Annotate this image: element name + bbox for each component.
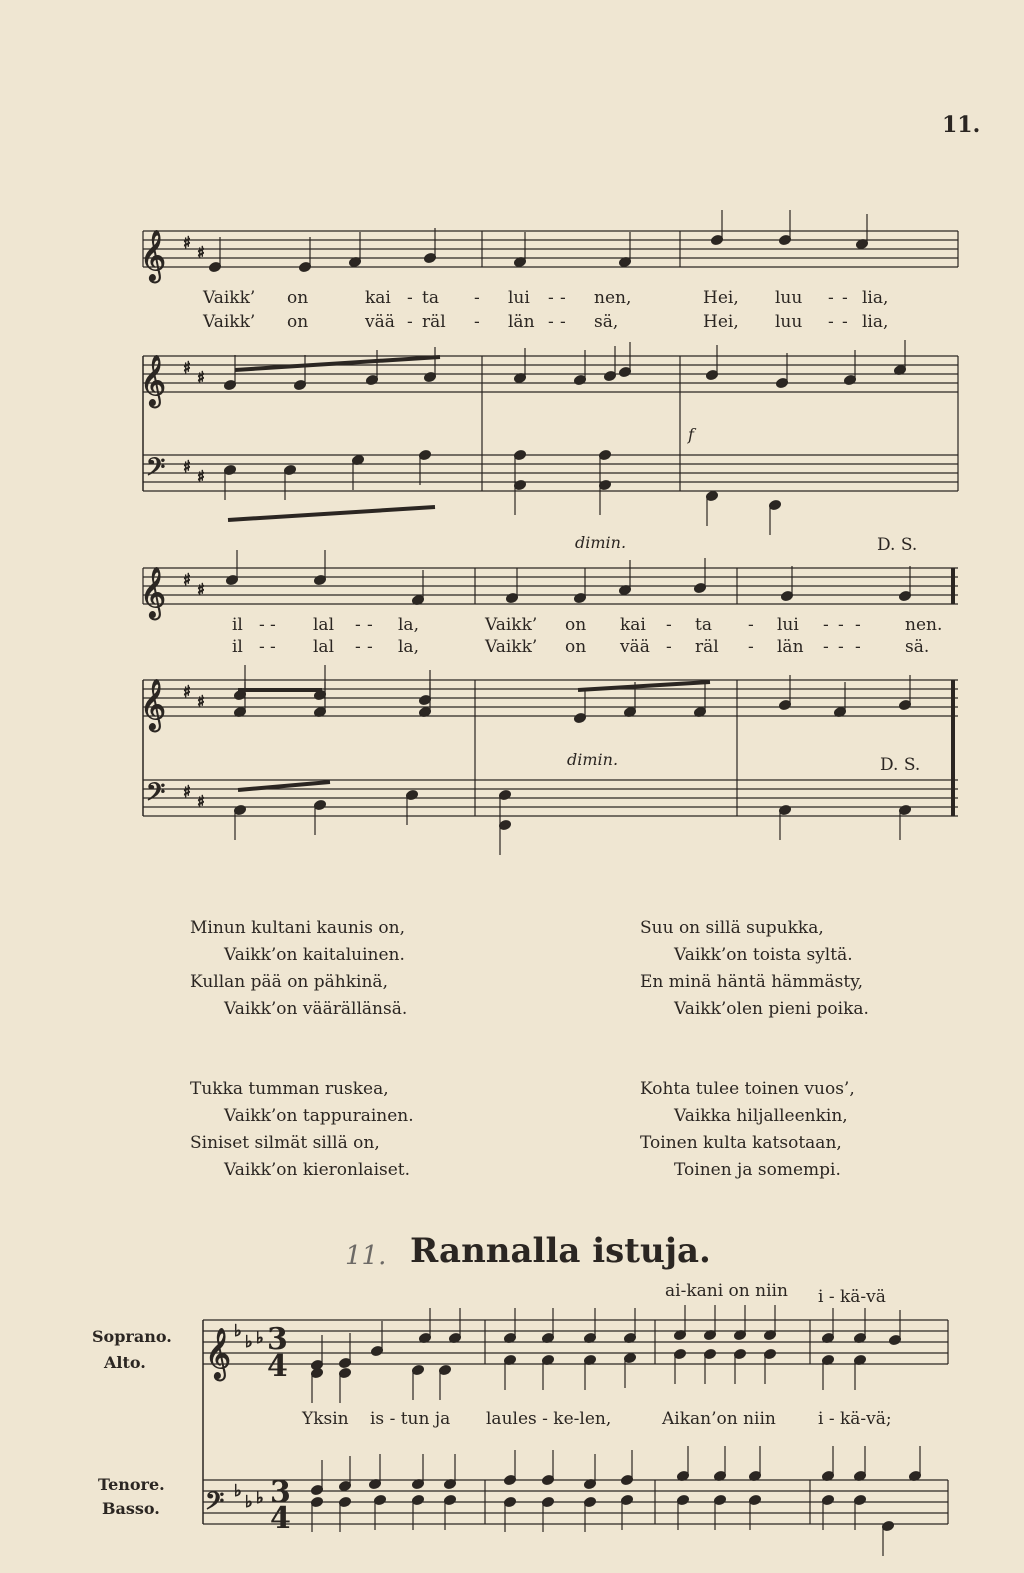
- treble-clef: 𝄞: [140, 230, 167, 281]
- page-number: 11.: [942, 112, 981, 138]
- lyric-syllable: luu: [775, 312, 803, 332]
- lyric-syllable: il: [232, 637, 243, 657]
- system1-lyrics-line1: [202, 288, 888, 308]
- bass-clef: 𝄢: [146, 453, 166, 488]
- system2-lyrics: [232, 615, 942, 657]
- sharp: ♯: [197, 243, 205, 262]
- song2-lyric-4: Aikan’on niin: [662, 1409, 776, 1429]
- lyric-syllable: -: [855, 637, 861, 657]
- lyric-syllable: -: [270, 637, 276, 657]
- lyric-syllable: Vaikk’: [485, 615, 538, 635]
- verse-line: Tukka tumman ruskea,: [190, 1079, 389, 1099]
- sharp: ♯: [197, 692, 205, 711]
- verse-line: Vaikk’on toista syltä.: [674, 945, 853, 965]
- lyric-syllable: -: [474, 288, 480, 308]
- lyric-syllable: -: [838, 637, 844, 657]
- flat: ♭: [234, 1481, 242, 1500]
- lyric-syllable: räl: [422, 312, 446, 332]
- song2-lyric-5: i - kä-vä;: [818, 1409, 892, 1429]
- lyric-syllable: -: [407, 288, 413, 308]
- lyric-syllable: lal: [313, 615, 335, 635]
- lyric-syllable: -: [560, 288, 566, 308]
- lyric-syllable: län: [777, 637, 804, 657]
- lyric-syllable: lui: [777, 615, 799, 635]
- lyric-syllable: -: [828, 312, 834, 332]
- system1-lyrics: [202, 288, 888, 332]
- bass-clef: 𝄢: [205, 1487, 225, 1522]
- lyric-syllable: -: [367, 615, 373, 635]
- lyric-syllable: on: [565, 615, 587, 635]
- sharp: ♯: [183, 570, 191, 589]
- lyric-syllable: -: [355, 615, 361, 635]
- lyric-syllable: lia,: [862, 312, 889, 332]
- verse-4: [640, 1076, 855, 1184]
- voice-label-tenore: Tenore.: [98, 1475, 165, 1494]
- lyric-syllable: Vaikk’: [485, 637, 538, 657]
- lyric-syllable: -: [842, 288, 848, 308]
- lyric-syllable: on: [565, 637, 587, 657]
- lyric-syllable: -: [560, 312, 566, 332]
- lyric-syllable: la,: [398, 615, 419, 635]
- lyric-syllable: -: [548, 312, 554, 332]
- lyric-syllable: lal: [313, 637, 335, 657]
- lyric-syllable: il: [232, 615, 243, 635]
- lyric-syllable: -: [407, 312, 413, 332]
- lyric-syllable: lia,: [862, 288, 889, 308]
- verse-line: Vaikka hiljalleenkin,: [674, 1106, 848, 1126]
- sharp: ♯: [197, 792, 205, 811]
- lyric-syllable: -: [666, 637, 672, 657]
- voice-label-basso: Basso.: [102, 1499, 160, 1518]
- verse-line: En minä häntä hämmästy,: [640, 972, 863, 992]
- song-title: Rannalla istuja.: [410, 1231, 711, 1271]
- beam: [228, 507, 435, 520]
- bass-clef: 𝄢: [146, 778, 166, 813]
- dimin-marking-piano: dimin.: [567, 750, 619, 769]
- verse-line: Toinen kulta katsotaan,: [640, 1133, 842, 1153]
- verse-line: Vaikk’on kieronlaiset.: [224, 1160, 411, 1180]
- ds-marking-vocal: D. S.: [877, 535, 918, 555]
- system2-lyrics-line1: [232, 615, 942, 635]
- sharp: ♯: [183, 457, 191, 476]
- lyric-syllable: -: [823, 637, 829, 657]
- lyric-syllable: -: [474, 312, 480, 332]
- lyric-syllable: -: [259, 637, 265, 657]
- lyric-syllable: nen.: [905, 615, 943, 635]
- lyric-syllable: Hei,: [703, 312, 739, 332]
- system1-lyrics-line2: [202, 312, 888, 332]
- lyric-syllable: Vaikk’: [203, 288, 256, 308]
- verse-line: Kullan pää on pähkinä,: [190, 972, 388, 992]
- sharp: ♯: [183, 782, 191, 801]
- lyric-syllable: -: [367, 637, 373, 657]
- sharp: ♯: [197, 368, 205, 387]
- dimin-marking-vocal: dimin.: [575, 533, 627, 552]
- sharp: ♯: [197, 580, 205, 599]
- verse-line: Suu on sillä supukka,: [640, 918, 824, 938]
- lyric-syllable: sä.: [905, 637, 930, 657]
- flat: ♭: [234, 1321, 242, 1340]
- song2-lyric-2: is - tun ja: [370, 1409, 451, 1429]
- lyric-syllable: kai: [620, 615, 646, 635]
- flat: ♭: [245, 1492, 253, 1511]
- lyric-syllable: vää: [620, 637, 650, 657]
- lyric-syllable: -: [748, 637, 754, 657]
- verse-line: Kohta tulee toinen vuos’,: [640, 1079, 855, 1099]
- lyric-syllable: -: [828, 288, 834, 308]
- voice-label-alto: Alto.: [104, 1353, 146, 1372]
- lyric-syllable: ta: [422, 288, 439, 308]
- verse-line: Minun kultani kaunis on,: [190, 918, 406, 938]
- song-number: 11.: [345, 1241, 387, 1271]
- sharp: ♯: [183, 358, 191, 377]
- verse-line: Vaikk’on tappurainen.: [224, 1106, 414, 1126]
- verse-line: Siniset silmät sillä on,: [190, 1133, 380, 1153]
- song2-lyrics: [301, 1409, 892, 1429]
- lyric-syllable: -: [823, 615, 829, 635]
- lyric-syllable: -: [838, 615, 844, 635]
- lyric-syllable: luu: [775, 288, 803, 308]
- verse-line: Vaikk’on kaitaluinen.: [224, 945, 405, 965]
- lyric-syllable: -: [548, 288, 554, 308]
- verse-line: Vaikk’olen pieni poika.: [674, 999, 869, 1019]
- verse-1: [190, 915, 407, 1023]
- flat: ♭: [256, 1488, 264, 1507]
- beam: [235, 357, 440, 370]
- lyric-syllable: nen,: [594, 288, 632, 308]
- song2-lyric-3: laules - ke-len,: [486, 1409, 612, 1429]
- lyric-syllable: sä,: [594, 312, 619, 332]
- verse-3: [190, 1076, 414, 1184]
- lyric-syllable: ta: [695, 615, 712, 635]
- time-signature-top-den: 4: [267, 1349, 288, 1384]
- sharp: ♯: [197, 467, 205, 486]
- lyric-syllable: -: [748, 615, 754, 635]
- time-signature-bottom-den: 4: [270, 1501, 291, 1536]
- treble-clef: 𝄞: [140, 355, 167, 406]
- treble-clef: 𝄞: [205, 1328, 232, 1379]
- lyric-syllable: Vaikk’: [203, 312, 256, 332]
- lyric-syllable: la,: [398, 637, 419, 657]
- lyric-syllable: -: [842, 312, 848, 332]
- song2-lyric-1: Yksin: [302, 1409, 349, 1429]
- lyric-syllable: Hei,: [703, 288, 739, 308]
- song2-lyric-above-1: ai-kani on niin: [665, 1281, 788, 1301]
- system2-lyrics-line2: [232, 637, 929, 657]
- lyric-syllable: lui: [508, 288, 530, 308]
- lyric-syllable: -: [355, 637, 361, 657]
- lyric-syllable: on: [287, 312, 309, 332]
- flat: ♭: [256, 1328, 264, 1347]
- flat: ♭: [245, 1332, 253, 1351]
- forte-marking: f: [688, 425, 694, 444]
- verse-line: Vaikk’on väärällänsä.: [224, 999, 408, 1019]
- time-signature-bottom-num: 3: [270, 1475, 291, 1510]
- verse-line: Toinen ja somempi.: [674, 1160, 841, 1180]
- lyric-syllable: räl: [695, 637, 719, 657]
- sharp: ♯: [183, 682, 191, 701]
- treble-clef: 𝄞: [140, 567, 167, 618]
- lyric-syllable: -: [270, 615, 276, 635]
- lyric-syllable: on: [287, 288, 309, 308]
- ds-marking-piano: D. S.: [880, 755, 921, 775]
- lyric-syllable: -: [259, 615, 265, 635]
- lyric-syllable: vää: [365, 312, 395, 332]
- verse-2: [640, 915, 869, 1023]
- song2-lyric-above-2: i - kä-vä: [818, 1287, 886, 1307]
- lyric-syllable: kai: [365, 288, 391, 308]
- treble-clef: 𝄞: [140, 679, 167, 730]
- lyric-syllable: -: [855, 615, 861, 635]
- sharp: ♯: [183, 233, 191, 252]
- voice-label-soprano: Soprano.: [92, 1327, 172, 1346]
- lyric-syllable: -: [666, 615, 672, 635]
- lyric-syllable: län: [508, 312, 535, 332]
- time-signature-top-num: 3: [267, 1322, 288, 1357]
